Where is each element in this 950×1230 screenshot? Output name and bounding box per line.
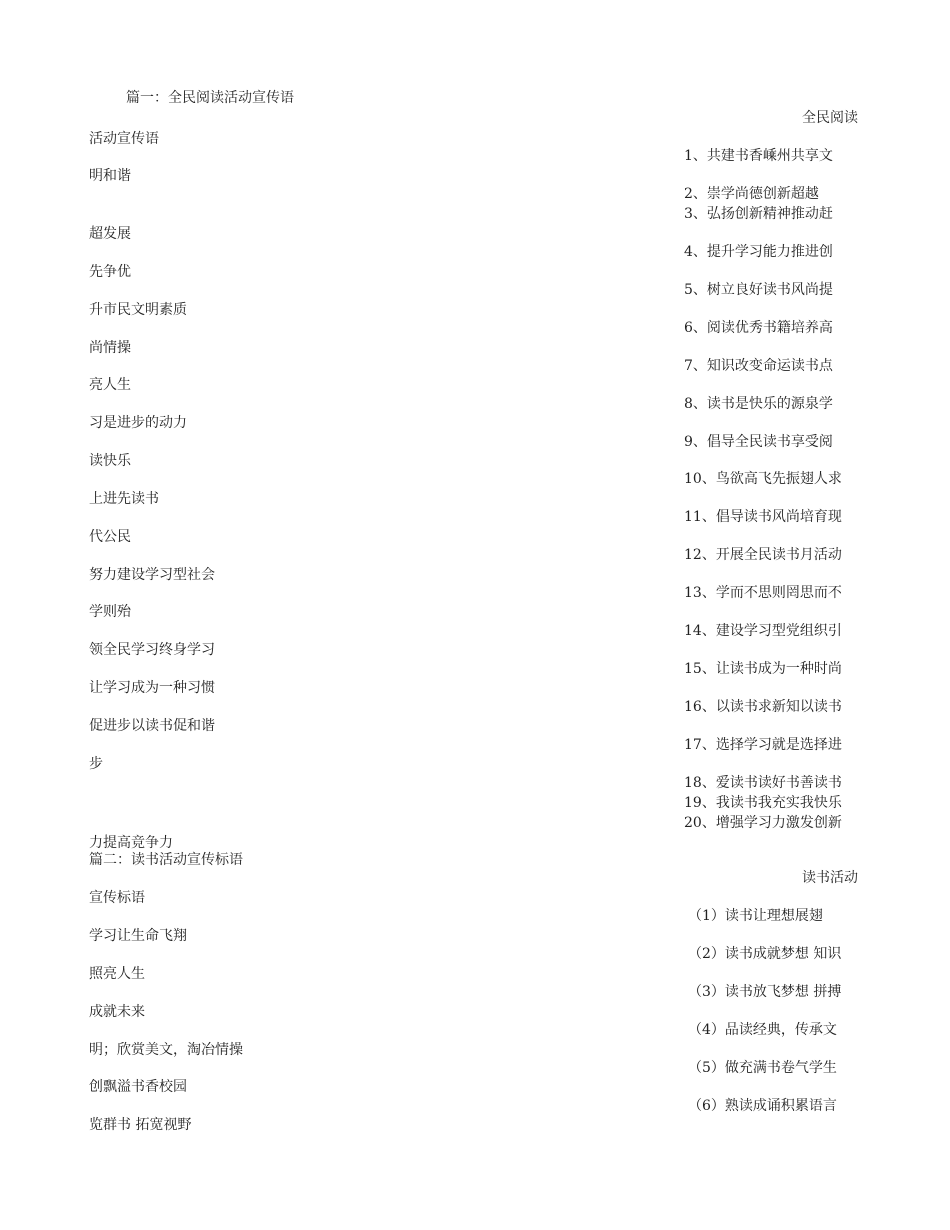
paren-item: （2）读书成就梦想 知识 xyxy=(688,946,842,962)
numbered-item: 10、鸟欲高飞先振翅人求 xyxy=(684,471,842,487)
numbered-item: 13、学而不思则罔思而不 xyxy=(684,585,842,601)
numbered-item: 4、提升学习能力推进创 xyxy=(684,244,833,260)
numbered-item: 6、阅读优秀书籍培养高 xyxy=(684,320,833,336)
left-line: 步 xyxy=(89,756,103,772)
left-line: 览群书 拓宽视野 xyxy=(89,1117,192,1133)
numbered-item: 2、崇学尚德创新超越 xyxy=(684,186,819,202)
section2-title: 篇二：读书活动宣传标语 xyxy=(89,852,243,868)
left-line: 先争优 xyxy=(89,264,131,280)
numbered-item: 8、读书是快乐的源泉学 xyxy=(684,396,833,412)
paren-item: （4）品读经典，传承文 xyxy=(688,1022,837,1038)
paren-item: （3）读书放飞梦想 拼搏 xyxy=(688,984,842,1000)
left-line: 超发展 xyxy=(89,226,131,242)
numbered-item: 16、以读书求新知以读书 xyxy=(684,699,842,715)
paren-item: （1）读书让理想展翅 xyxy=(688,908,823,924)
left-line: 成就未来 xyxy=(89,1004,145,1020)
left-line: 明和谐 xyxy=(89,168,131,184)
left-line: 让学习成为一种习惯 xyxy=(89,680,215,696)
paren-item: （5）做充满书卷气学生 xyxy=(688,1060,837,1076)
left-line: 学习让生命飞翔 xyxy=(89,928,187,944)
left-line: 促进步以读书促和谐 xyxy=(89,718,215,734)
left-line: 升市民文明素质 xyxy=(89,302,187,318)
right-heading-activity: 读书活动 xyxy=(802,870,858,886)
numbered-item: 12、开展全民读书月活动 xyxy=(684,547,842,563)
numbered-item: 19、我读书我充实我快乐 xyxy=(684,795,842,811)
numbered-item: 3、弘扬创新精神推动赶 xyxy=(684,206,833,222)
paren-item: （6）熟读成诵积累语言 xyxy=(688,1098,837,1114)
left-line: 尚情操 xyxy=(89,340,131,356)
numbered-item: 18、爱读书读好书善读书 xyxy=(684,775,842,791)
section1-title: 篇一：全民阅读活动宣传语 xyxy=(126,90,294,106)
numbered-item: 11、倡导读书风尚培育现 xyxy=(684,509,842,525)
numbered-item: 20、增强学习力激发创新 xyxy=(684,815,842,831)
numbered-item: 14、建设学习型党组织引 xyxy=(684,623,842,639)
numbered-item: 5、树立良好读书风尚提 xyxy=(684,282,833,298)
left-line: 习是进步的动力 xyxy=(89,415,187,431)
left-line: 读快乐 xyxy=(89,453,131,469)
numbered-item: 9、倡导全民读书享受阅 xyxy=(684,434,833,450)
left-line: 上进先读书 xyxy=(89,491,159,507)
left-line: 宣传标语 xyxy=(89,890,145,906)
numbered-item: 17、选择学习就是选择进 xyxy=(684,737,842,753)
left-line: 明；欣赏美文，淘冶情操 xyxy=(89,1042,243,1058)
left-line: 代公民 xyxy=(89,529,131,545)
left-line: 学则殆 xyxy=(89,604,131,620)
right-heading-reading: 全民阅读 xyxy=(802,110,858,126)
numbered-item: 1、共建书香嵊州共享文 xyxy=(684,148,833,164)
left-line: 力提高竞争力 xyxy=(89,835,173,851)
left-line: 努力建设学习型社会 xyxy=(89,567,215,583)
left-line: 创飘溢书香校园 xyxy=(89,1079,187,1095)
left-line: 活动宣传语 xyxy=(89,131,159,147)
left-line: 照亮人生 xyxy=(89,966,145,982)
numbered-item: 15、让读书成为一种时尚 xyxy=(684,661,842,677)
numbered-item: 7、知识改变命运读书点 xyxy=(684,358,833,374)
left-line: 领全民学习终身学习 xyxy=(89,642,215,658)
left-line: 亮人生 xyxy=(89,377,131,393)
